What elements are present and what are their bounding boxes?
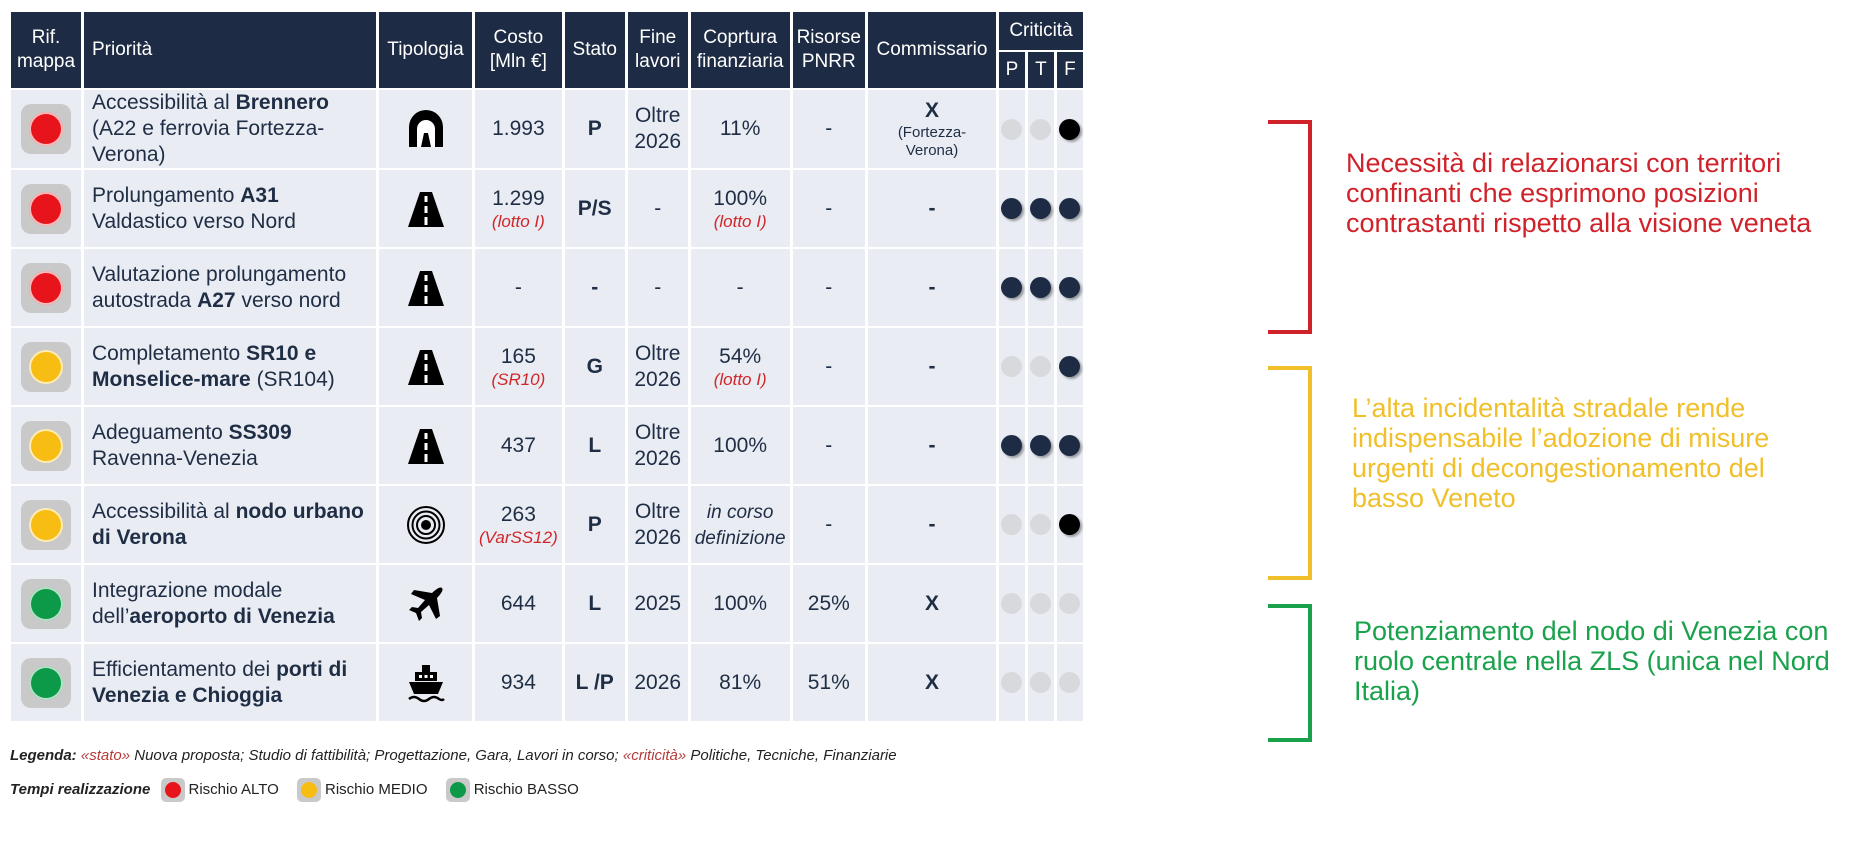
criticality-dot bbox=[1001, 277, 1022, 298]
header-stato: Stato bbox=[565, 12, 625, 88]
tipologia-cell bbox=[379, 644, 472, 721]
costo-value: 437 bbox=[500, 433, 536, 457]
costo-note: (VarSS12) bbox=[479, 527, 558, 547]
criticality-dot bbox=[1059, 356, 1080, 377]
header-priorita: Priorità bbox=[84, 12, 376, 88]
priority-bold: A31 bbox=[240, 183, 279, 207]
green-light-icon bbox=[446, 778, 470, 802]
priority-text-end: verso nord bbox=[235, 288, 341, 312]
commissario-cell bbox=[868, 407, 996, 484]
stato-cell: P bbox=[565, 486, 625, 563]
yellow-light-icon bbox=[297, 778, 321, 802]
copertura-value: 100% bbox=[713, 591, 768, 615]
copertura-value: 100% bbox=[713, 433, 768, 457]
crit-cell bbox=[1057, 644, 1083, 721]
copertura-value: 54% bbox=[719, 344, 762, 368]
costo-value: 165 bbox=[500, 344, 536, 368]
pnrr-cell: 25% bbox=[793, 565, 865, 642]
crit-cell bbox=[1057, 407, 1083, 484]
table-row bbox=[11, 407, 1083, 484]
table-row bbox=[11, 486, 1083, 563]
crit-cell bbox=[1028, 328, 1054, 405]
header-tipologia: Tipologia bbox=[379, 12, 472, 88]
commissario-value: - bbox=[928, 433, 936, 457]
legend-line bbox=[10, 747, 897, 764]
legend-basso: Rischio BASSO bbox=[473, 780, 579, 798]
crit-cell bbox=[999, 644, 1025, 721]
tipologia-cell bbox=[379, 565, 472, 642]
costo-note: (SR10) bbox=[491, 369, 546, 389]
criticality-dot bbox=[1030, 198, 1051, 219]
pnrr-cell: - bbox=[793, 249, 865, 326]
priority-cell bbox=[84, 90, 376, 168]
crit-cell bbox=[1057, 170, 1083, 247]
costo-cell bbox=[475, 90, 562, 168]
note-red: Necessità di relazionarsi con territori confinanti che esprimono posizioni contrastanti rispetto alla visione veneta bbox=[1346, 148, 1812, 238]
costo-cell bbox=[475, 170, 562, 247]
commissario-value: X bbox=[924, 670, 939, 694]
commissario-value: - bbox=[928, 196, 936, 220]
commissario-value: X bbox=[924, 99, 939, 122]
criticality-dot bbox=[1059, 198, 1080, 219]
red-light-icon bbox=[161, 778, 185, 802]
copertura-cell bbox=[691, 328, 790, 405]
commissario-value: X bbox=[924, 591, 939, 615]
priority-cell bbox=[84, 170, 376, 247]
pnrr-cell: 51% bbox=[793, 644, 865, 721]
costo-value: 1.993 bbox=[492, 117, 545, 140]
crit-cell bbox=[999, 328, 1025, 405]
commissario-cell bbox=[868, 249, 996, 326]
crit-cell bbox=[999, 170, 1025, 247]
bracket-yellow bbox=[1268, 366, 1312, 580]
commissario-cell bbox=[868, 170, 996, 247]
pnrr-cell: - bbox=[793, 486, 865, 563]
header-crit-f: F bbox=[1057, 52, 1083, 88]
copertura-cell bbox=[691, 407, 790, 484]
tipologia-cell bbox=[379, 249, 472, 326]
risk-cell bbox=[11, 170, 81, 247]
legend-medio: Rischio MEDIO bbox=[325, 780, 428, 798]
priorities-table bbox=[8, 10, 1086, 723]
crit-cell bbox=[1028, 90, 1054, 168]
risk-cell bbox=[11, 328, 81, 405]
header-costo: Costo [Mln €] bbox=[475, 12, 562, 88]
copertura-cell bbox=[691, 644, 790, 721]
priority-bold: nodo urbano di Verona bbox=[92, 499, 364, 549]
tipologia-cell bbox=[379, 170, 472, 247]
stato-cell: P bbox=[565, 90, 625, 168]
criticality-dot bbox=[1001, 593, 1022, 614]
priority-text-end: (A22 e ferrovia Fortezza-Verona) bbox=[92, 117, 325, 166]
header-crit-p: P bbox=[999, 52, 1025, 88]
priority-text: Efficientamento dei bbox=[92, 657, 277, 681]
costo-value: 263 bbox=[500, 502, 536, 526]
criticality-dot bbox=[1030, 435, 1051, 456]
crit-cell bbox=[1028, 249, 1054, 326]
fine-lavori-cell: - bbox=[628, 170, 688, 247]
legend-crit-tag: «criticità» bbox=[622, 747, 687, 764]
priority-text: Completamento bbox=[92, 341, 247, 365]
fine-lavori-cell: 2025 bbox=[628, 565, 688, 642]
priority-bold: Brennero bbox=[235, 91, 329, 114]
header-fine-lavori: Fine lavori bbox=[628, 12, 688, 88]
costo-value: 1.299 bbox=[492, 186, 545, 210]
legend-stato-tag: «stato» bbox=[80, 747, 131, 764]
header-copertura: Coprtura finanziaria bbox=[691, 12, 790, 88]
priority-text: Prolungamento bbox=[92, 183, 241, 207]
priority-bold: SS309 bbox=[228, 420, 292, 444]
crit-cell bbox=[999, 90, 1025, 168]
legend-risk bbox=[10, 778, 579, 802]
priority-text: Valutazione prolungamento autostrada bbox=[92, 262, 347, 312]
fine-lavori-cell: Oltre 2026 bbox=[628, 486, 688, 563]
legend-label: Legenda: bbox=[10, 747, 77, 764]
stato-cell: - bbox=[565, 249, 625, 326]
criticality-dot bbox=[1001, 198, 1022, 219]
costo-cell bbox=[475, 249, 562, 326]
criticality-dot bbox=[1030, 514, 1051, 535]
criticality-dot bbox=[1059, 514, 1080, 535]
pnrr-cell: - bbox=[793, 90, 865, 168]
pnrr-cell: - bbox=[793, 328, 865, 405]
copertura-value: 81% bbox=[719, 670, 762, 694]
priority-bold: A27 bbox=[197, 288, 236, 312]
bracket-green bbox=[1268, 604, 1312, 742]
green-light-icon bbox=[21, 658, 71, 708]
criticality-dot bbox=[1001, 514, 1022, 535]
copertura-value: 11% bbox=[719, 117, 761, 140]
criticality-dot bbox=[1001, 435, 1022, 456]
priority-text: Integrazione modale dell’ bbox=[92, 578, 283, 628]
criticality-dot bbox=[1001, 356, 1022, 377]
ship-icon bbox=[406, 670, 446, 693]
crit-cell bbox=[1028, 407, 1054, 484]
fine-lavori-cell: Oltre 2026 bbox=[628, 328, 688, 405]
commissario-note: (Fortezza-Verona) bbox=[897, 124, 967, 159]
table-row bbox=[11, 644, 1083, 721]
criticality-dot bbox=[1030, 593, 1051, 614]
priority-text-end: Ravenna-Venezia bbox=[92, 446, 258, 470]
commissario-cell bbox=[868, 644, 996, 721]
table-row bbox=[11, 170, 1083, 247]
legend-alto: Rischio ALTO bbox=[188, 780, 279, 798]
stato-cell: L bbox=[565, 565, 625, 642]
costo-cell bbox=[475, 328, 562, 405]
commissario-cell bbox=[868, 328, 996, 405]
header-criticita: Criticità bbox=[999, 12, 1083, 50]
fine-lavori-cell: 2026 bbox=[628, 644, 688, 721]
priority-bold: aeroporto di Venezia bbox=[129, 604, 335, 628]
crit-cell bbox=[1057, 249, 1083, 326]
costo-note: (lotto I) bbox=[491, 211, 545, 231]
crit-cell bbox=[999, 407, 1025, 484]
copertura-cell bbox=[691, 486, 790, 563]
stato-cell: G bbox=[565, 328, 625, 405]
priority-cell bbox=[84, 328, 376, 405]
tipologia-cell bbox=[379, 486, 472, 563]
commissario-cell bbox=[868, 486, 996, 563]
copertura-value: - bbox=[736, 275, 744, 299]
priority-text-end: (SR104) bbox=[250, 367, 335, 391]
costo-value: 934 bbox=[500, 670, 536, 694]
costo-value: 644 bbox=[500, 591, 536, 615]
crit-cell bbox=[1057, 486, 1083, 563]
copertura-cell bbox=[691, 170, 790, 247]
tipologia-cell bbox=[379, 328, 472, 405]
priority-bold: porti di Venezia e Chioggia bbox=[92, 657, 348, 707]
yellow-light-icon bbox=[21, 342, 71, 392]
priority-cell bbox=[84, 407, 376, 484]
copertura-cell bbox=[691, 565, 790, 642]
copertura-cell bbox=[691, 90, 790, 168]
crit-cell bbox=[1057, 565, 1083, 642]
costo-cell bbox=[475, 486, 562, 563]
criticality-dot bbox=[1030, 356, 1051, 377]
fine-lavori-cell: Oltre 2026 bbox=[628, 407, 688, 484]
note-yellow: L’alta incidentalità stradale rende indispensabile l’adozione di misure urgenti di decongestionamento del basso Veneto bbox=[1352, 393, 1770, 513]
priority-text: Accessibilità al bbox=[92, 91, 236, 114]
criticality-dot bbox=[1030, 672, 1051, 693]
criticality-dot bbox=[1059, 593, 1080, 614]
pnrr-cell: - bbox=[793, 170, 865, 247]
priority-cell bbox=[84, 644, 376, 721]
crit-cell bbox=[1028, 644, 1054, 721]
stato-cell: L bbox=[565, 407, 625, 484]
commissario-value: - bbox=[928, 275, 936, 299]
costo-value: - bbox=[514, 275, 522, 299]
priority-cell bbox=[84, 249, 376, 326]
yellow-light-icon bbox=[21, 500, 71, 550]
copertura-note: (lotto I) bbox=[713, 369, 767, 389]
commissario-value: - bbox=[928, 354, 936, 378]
risk-cell bbox=[11, 90, 81, 168]
table-row bbox=[11, 565, 1083, 642]
table-body bbox=[11, 90, 1083, 721]
priority-text: Adeguamento bbox=[92, 420, 229, 444]
risk-cell bbox=[11, 565, 81, 642]
road-icon bbox=[406, 354, 446, 377]
crit-cell bbox=[1028, 565, 1054, 642]
tipologia-cell bbox=[379, 407, 472, 484]
crit-cell bbox=[1028, 486, 1054, 563]
commissario-value: - bbox=[928, 512, 936, 536]
costo-cell bbox=[475, 407, 562, 484]
note-green: Potenziamento del nodo di Venezia con ruolo centrale nella ZLS (unica nel Nord Italia) bbox=[1354, 616, 1830, 706]
road-icon bbox=[406, 196, 446, 219]
copertura-value: in corso definizione bbox=[694, 501, 786, 549]
crit-cell bbox=[999, 565, 1025, 642]
header-crit-t: T bbox=[1028, 52, 1054, 88]
crit-cell bbox=[1057, 90, 1083, 168]
airplane-icon bbox=[406, 591, 446, 614]
crit-cell bbox=[999, 486, 1025, 563]
fine-lavori-cell: Oltre 2026 bbox=[628, 90, 688, 168]
crit-cell bbox=[999, 249, 1025, 326]
priority-cell bbox=[84, 565, 376, 642]
table-row bbox=[11, 328, 1083, 405]
table-row bbox=[11, 249, 1083, 326]
header-commissario: Commissario bbox=[868, 12, 996, 88]
copertura-value: 100% bbox=[713, 186, 768, 210]
table-row bbox=[11, 90, 1083, 168]
priority-cell bbox=[84, 486, 376, 563]
crit-cell bbox=[1057, 328, 1083, 405]
yellow-light-icon bbox=[21, 421, 71, 471]
tunnel-icon bbox=[406, 117, 446, 140]
red-light-icon bbox=[21, 184, 71, 234]
commissario-cell bbox=[868, 90, 996, 168]
header-row bbox=[11, 12, 1083, 50]
copertura-cell bbox=[691, 249, 790, 326]
road-icon bbox=[406, 275, 446, 298]
red-light-icon bbox=[21, 263, 71, 313]
costo-cell bbox=[475, 565, 562, 642]
legend-stato-text: Nuova proposta; Studio di fattibilità; Progettazione, Gara, Lavori in corso; bbox=[134, 747, 619, 764]
priority-text: Accessibilità al bbox=[92, 499, 236, 523]
stato-cell: L /P bbox=[565, 644, 625, 721]
green-light-icon bbox=[21, 579, 71, 629]
risk-cell bbox=[11, 486, 81, 563]
criticality-dot bbox=[1059, 277, 1080, 298]
target-icon bbox=[406, 512, 446, 535]
legend-tempi: Tempi realizzazione bbox=[10, 780, 151, 798]
risk-cell bbox=[11, 644, 81, 721]
risk-cell bbox=[11, 249, 81, 326]
road-icon bbox=[406, 433, 446, 456]
copertura-note: (lotto I) bbox=[713, 211, 767, 231]
priority-bold: SR10 e Monselice-mare bbox=[92, 341, 317, 391]
risk-cell bbox=[11, 407, 81, 484]
costo-cell bbox=[475, 644, 562, 721]
criticality-dot bbox=[1059, 672, 1080, 693]
pnrr-cell: - bbox=[793, 407, 865, 484]
header-risorse-pnrr: Risorse PNRR bbox=[793, 12, 865, 88]
criticality-dot bbox=[1030, 119, 1051, 140]
commissario-cell bbox=[868, 565, 996, 642]
bracket-red bbox=[1268, 120, 1312, 334]
priority-text-end: Valdastico verso Nord bbox=[92, 209, 296, 233]
criticality-dot bbox=[1001, 119, 1022, 140]
criticality-dot bbox=[1001, 672, 1022, 693]
criticality-dot bbox=[1059, 435, 1080, 456]
criticality-dot bbox=[1030, 277, 1051, 298]
criticality-dot bbox=[1059, 119, 1080, 140]
stato-cell: P/S bbox=[565, 170, 625, 247]
fine-lavori-cell: - bbox=[628, 249, 688, 326]
header-rif: Rif. mappa bbox=[11, 12, 81, 88]
crit-cell bbox=[1028, 170, 1054, 247]
red-light-icon bbox=[21, 104, 71, 154]
legend-crit-text: Politiche, Tecniche, Finanziarie bbox=[690, 747, 897, 764]
tipologia-cell bbox=[379, 90, 472, 168]
